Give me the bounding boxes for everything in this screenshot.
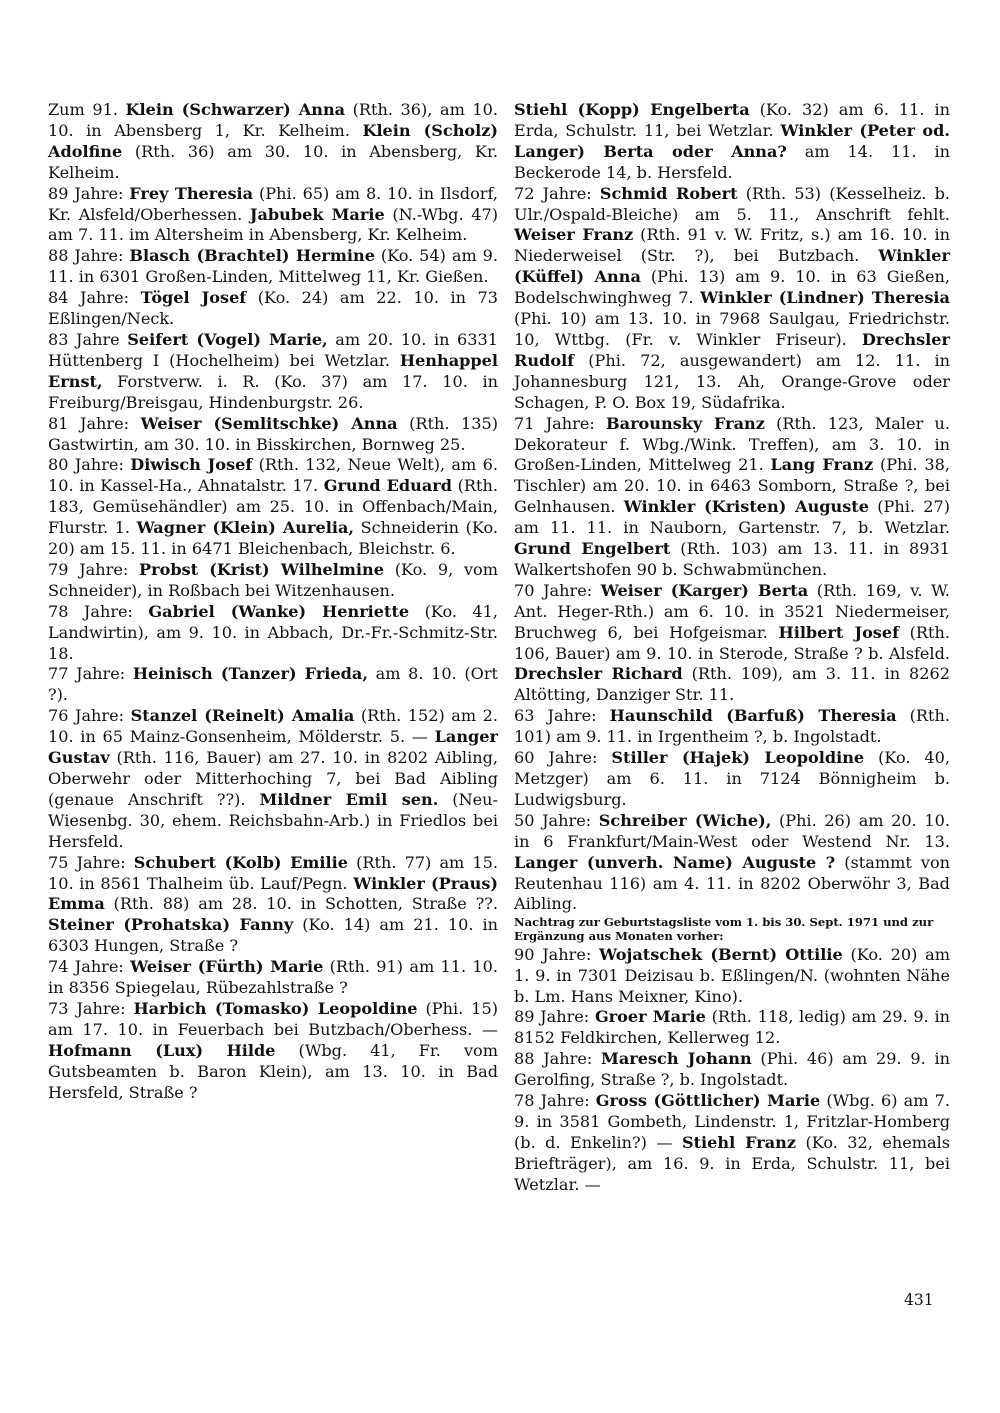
person-name: Winkler (Praus) Emma — [48, 873, 498, 914]
person-name: Grund Eduard — [323, 476, 453, 496]
person-name: Stanzel (Reinelt) Amalia — [130, 706, 355, 726]
entry-text: (Ko. 54) am 9. 11. in 6301 Großen-Linden, Mittelweg 11, Kr. Gießen. — [48, 246, 498, 287]
entry-text: (Rth. 91 v. W. Fritz, s.) am 16. 10. in Niederweisel (Str. ?), bei Butzbach. — [514, 225, 951, 266]
entry-text: (Rth. 106, Bauer) am 9. 10. in Sterode, Straße ? b. Alsfeld. — [514, 622, 950, 663]
person-name: Weiser (Fürth) Marie — [130, 957, 324, 977]
person-name: Blasch (Brachtel) Hermine — [129, 246, 375, 266]
birthday-entry — [514, 1007, 950, 1049]
entry-text: 84 Jahre: — [48, 288, 141, 308]
entry-text: (Rth. 183, Gemüsehändler) am 25. 10. in Offenbach/Main, Flurstr. 1. — [48, 476, 498, 538]
entry-text: 70 Jahre: — [514, 580, 601, 600]
person-name: Frey Theresia — [129, 183, 254, 203]
person-name: Probst (Krist) Wilhelmine — [139, 559, 384, 579]
person-name: Weiser (Semlitschke) Anna — [140, 413, 398, 433]
entry-text: 89 Jahre: — [48, 183, 130, 203]
entry-text: (Rth. 123, Maler u. Dekorateur f. Wbg./Wink. Treffen), am 3. 10. in Großen-Linden, Mittelweg 21. — [514, 413, 951, 475]
entry-text: am 14. 11. in Beckerode 14, b. Hersfeld. — [514, 141, 950, 182]
birthday-entry — [514, 1049, 950, 1091]
person-name: Weiser Franz — [514, 225, 634, 245]
birthday-entry — [514, 748, 950, 811]
entry-text: 77 Jahre: — [48, 664, 133, 684]
person-name: Stiller (Hajek) Leopoldine — [611, 748, 865, 768]
person-name: Stiehl Franz — [681, 1132, 796, 1152]
entry-text: (Rth. 152) am 2. 10. in 65 Mainz-Gonsenheim, Mölderstr. 5. — — [48, 706, 498, 747]
person-name: Hofmann (Lux) Hilde — [48, 1040, 276, 1060]
entry-text: (Phi. 72, ausgewandert) am 12. 11. in Johannesburg 121, 13. Ah, Orange-Grove oder Schagen, P. O. Box 19, Südafrika. — [514, 350, 950, 412]
right-column — [514, 100, 950, 1196]
person-name: Klein (Scholz) Adolfine — [48, 120, 498, 161]
entry-text: (Rth. 36) am 30. 10. in Abensberg, Kr. Kelheim. — [48, 141, 498, 182]
entry-text: (Rth. 103) am 13. 11. in 8931 Walkertshofen 90 b. Schwabmünchen. — [514, 539, 950, 579]
entry-text: 63 Jahre: — [514, 706, 610, 726]
birthday-entry — [48, 414, 498, 456]
birthday-entry — [48, 100, 498, 184]
birthday-entry — [514, 581, 950, 706]
entry-text: 88 Jahre: — [514, 1049, 602, 1069]
entry-text: 76 Jahre: — [48, 706, 131, 726]
entry-text: Schneiderin (Ko. 20) am 15. 11. in 6471 Bleichenbach, Bleichstr. 6. — [48, 518, 498, 559]
entry-text: (Rth. 135) Gastwirtin, am 30. 10. in Bisskirchen, Bornweg 25. — [48, 413, 498, 454]
person-name: Drechsler Richard — [514, 664, 683, 684]
entry-text: (Rth. 116, Bauer) am 27. 10. in 8202 Aibling, Oberwehr oder Mitterhoching 7, bei Bad Aibling (genaue Anschrift ??). — [48, 748, 498, 809]
entry-text: (Phi. 10) am 13. 10. in 7968 Saulgau, Friedrichstr. 10, Wttbg. (Fr. v. Winkler Friseur). — [514, 309, 950, 349]
birthday-entry — [514, 184, 950, 414]
entry-text: 73 Jahre: — [48, 998, 134, 1018]
person-name: Grund Engelbert — [514, 539, 671, 559]
page-number: 431 — [904, 1291, 934, 1309]
entry-text: Zum 91. — [48, 100, 126, 119]
right-column-top — [514, 100, 950, 915]
person-name: Wojatschek (Bernt) Ottilie — [599, 944, 843, 964]
person-name: Wagner (Klein) Aurelia, — [136, 518, 355, 538]
entry-text: (Ko. 24) am 22. 10. in 73 Eßlingen/Neck. — [48, 288, 498, 329]
entry-text: (Rth. 169, v. W. Ant. Heger-Rth.) am 6. 10. in 3521 Niedermeiser, Bruchweg 6, bei Hofgeismar. — [514, 580, 950, 642]
entry-text: (Rth. 91) am 11. 10. in 8356 Spiegelau, Rübezahlstraße ? — [48, 957, 498, 998]
entry-text: 83 Jahre — [48, 329, 128, 349]
person-name: Gross (Göttlicher) Marie — [595, 1091, 821, 1111]
birthday-entry — [48, 706, 498, 852]
entry-text: Forstverw. i. R. (Ko. 37) am 17. 10. in Freiburg/Breisgau, Hindenburgstr. 26. — [48, 371, 498, 412]
entry-text: (Ko. 14) am 21. 10. in 6303 Hungen, Straße ? — [48, 915, 498, 956]
person-name: Schmid Robert — [599, 183, 738, 203]
birthday-entry — [48, 999, 498, 1104]
birthday-entry — [48, 602, 498, 665]
person-name: Haunschild (Barfuß) Theresia — [609, 706, 897, 726]
entry-text: 90 Jahre: — [514, 944, 600, 964]
entry-text: (Rth. 132, Neue Welt), am 6. 10. in Kassel-Ha., Ahnatalstr. 17. — [48, 455, 498, 496]
entry-text: (Ko. 32, ehemals Briefträger), am 16. 9. in Erda, Schulstr. 11, bei Wetzlar. — — [514, 1132, 950, 1194]
entry-text: (Rth. 118, ledig) am 29. 9. in 8152 Feldkirchen, Kellerweg 12. — [514, 1007, 950, 1048]
entry-text: (Phi. 46) am 29. 9. in Gerolfing, Straße ?, b. Ingolstadt. — [514, 1049, 950, 1090]
entry-text: (Phi. 65) am 8. 10. in Ilsdorf, Kr. Alsfeld/Oberhessen. — [48, 183, 498, 224]
person-name: Hilbert Josef — [778, 622, 900, 642]
entry-text: (Rth. 109), am 3. 11. in 8262 Altötting, Danziger Str. 11. — [514, 664, 950, 705]
left-column — [48, 100, 498, 1104]
entry-text: 72 Jahre: — [514, 183, 600, 203]
birthday-entry — [514, 945, 950, 1008]
entry-text: (stammt von Reutenhau 116) am 4. 11. in 8202 Oberwöhr 3, Bad Aibling. — [514, 852, 950, 914]
entry-text: (Rth. 101) am 9. 11. in Irgentheim ?, b. Ingolstadt. — [514, 706, 950, 747]
entry-text: 88 Jahre: — [48, 246, 130, 266]
person-name: Groer Marie — [594, 1007, 706, 1027]
person-name: Lang Franz — [770, 455, 874, 475]
person-name: Weiser (Karger) Berta — [600, 580, 809, 600]
person-name: Langer Gustav — [48, 727, 498, 768]
nachtrag-note: Nachtrag zur Geburtstagsliste vom 1. bis 30. Sept. 1971 und zur Ergänzung aus Monaten vorher: — [514, 915, 934, 943]
person-name: Langer (unverh. Name) Auguste ? — [514, 852, 836, 872]
person-name: Jabubek Marie — [249, 204, 385, 224]
person-name: Mildner Emil sen. — [259, 789, 439, 809]
entry-text: am 20. 10. in 6331 Hüttenberg I (Hochelheim) bei Wetzlar. — [48, 329, 499, 370]
entry-text: (Rth. 36), am 10. 10. in Abensberg 1, Kr. Kelheim. — [48, 100, 498, 140]
person-name: Drechsler Rudolf — [514, 329, 950, 370]
birthday-entry — [514, 414, 950, 581]
person-name: Winkler (Peter od. Langer) Berta oder Anna? — [514, 120, 951, 161]
entry-text: (Phi. 15) am 17. 10. in Feuerbach bei Butzbach/Oberhess. — — [48, 998, 498, 1039]
entry-text: 89 Jahre: — [514, 1007, 595, 1027]
entry-text: 81 Jahre: — [48, 413, 141, 433]
birthday-entry — [48, 246, 498, 288]
entry-text: (Wbg. 6) am 7. 9. in 3581 Gombeth, Lindenstr. 1, Fritzlar-Homberg (b. d. Enkelin?) — — [514, 1091, 951, 1152]
person-name: Schreiber (Wiche), — [598, 810, 772, 830]
entry-text: (Ko. 9, vom Schneider), in Roßbach bei Witzenhausen. — [48, 559, 499, 600]
entry-text: (Phi. 27) am 11. 11. in Nauborn, Gartenstr. 7, b. Wetzlar. — [514, 497, 950, 538]
birthday-entry — [48, 853, 498, 958]
birthday-entry — [48, 560, 498, 602]
person-name: Steiner (Prohatska) Fanny — [48, 915, 294, 935]
birthday-entry — [48, 957, 498, 999]
birthday-entry — [48, 455, 498, 560]
person-name: Stiehl (Kopp) Engelberta — [514, 100, 750, 119]
birthday-entry — [514, 1091, 950, 1196]
person-name: Schubert (Kolb) Emilie — [133, 852, 349, 872]
entry-text: 71 Jahre: — [514, 413, 607, 433]
person-name: Gabriel (Wanke) Henriette — [148, 601, 410, 621]
person-name: Winkler (Küffel) Anna — [514, 246, 950, 287]
person-name: Heinisch (Tanzer) Frieda, — [132, 664, 368, 684]
entry-text: 79 Jahre: — [48, 559, 140, 579]
person-name: Henhappel Ernst, — [48, 350, 498, 391]
entry-text: (Phi. 38, Tischler) am 20. 10. in 6463 Somborn, Straße ?, bei Gelnhausen. — [514, 455, 950, 517]
right-column-bottom — [514, 945, 950, 1196]
person-name: Tögel Josef — [140, 288, 247, 308]
birthday-entry — [48, 330, 498, 414]
birthday-entry — [48, 664, 498, 706]
entry-text: 50 Jahre: — [514, 810, 599, 830]
entry-text: (Phi. 13) am 9. 10. in 63 Gießen, Bodelschwinghweg 7. — [514, 267, 950, 308]
birthday-entry — [514, 811, 950, 916]
person-name: Maresch Johann — [601, 1049, 752, 1069]
entry-text: am 8. 10. (Ort ?). — [48, 664, 498, 705]
entry-text: (Ko. 41, Landwirtin), am 9. 10. in Abbach, Dr.-Fr.-Schmitz-Str. 18. — [48, 601, 498, 663]
entry-text: 74 Jahre: — [48, 957, 131, 977]
entry-text: (Rth. 77) am 15. 10. in 8561 Thalheim üb. Lauf/Pegn. — [48, 852, 498, 893]
entry-text: 75 Jahre: — [48, 852, 134, 872]
entry-text: (Wbg. 41, Fr. vom Gutsbeamten b. Baron Klein), am 13. 10. in Bad Hersfeld, Straße ? — [48, 1040, 498, 1102]
birthday-entry — [48, 184, 498, 247]
person-name: Diwisch Josef — [130, 455, 253, 475]
birthday-entry — [514, 706, 950, 748]
entry-text: (Rth. 53) (Kesselheiz. b. Ulr./Ospald-Bleiche) am 5. 11., Anschrift fehlt. — [514, 183, 950, 224]
entry-text: 78 Jahre: — [48, 601, 149, 621]
person-name: Harbich (Tomasko) Leopoldine — [133, 998, 418, 1018]
entry-text: (N.-Wbg. 47) am 7. 11. im Altersheim in Abensberg, Kr. Kelheim. — [48, 204, 498, 245]
entry-text: 78 Jahre: — [514, 1091, 596, 1111]
birthday-entry — [48, 288, 498, 330]
entry-text: 60 Jahre: — [514, 748, 612, 768]
entry-text: (Phi. 26) am 20. 10. in 6 Frankfurt/Main-West oder Westend Nr. 13. — [514, 810, 951, 851]
entry-text: (Ko. 40, Metzger) am 6. 11. in 7124 Bönnigheim b. Ludwigsburg. — [514, 748, 950, 809]
person-name: Seifert (Vogel) Marie, — [127, 329, 328, 349]
entry-text: (Rth. 88) am 28. 10. in Schotten, Straße ??. — [104, 894, 498, 914]
person-name: Winkler (Kristen) Auguste — [623, 497, 869, 517]
entry-text: (Neu-Wiesenbg. 30, ehem. Reichsbahn-Arb.) in Friedlos bei Hersfeld. — [48, 789, 498, 851]
entry-text: (Ko. 32) am 6. 11. in Erda, Schulstr. 11, bei Wetzlar. — [514, 100, 950, 140]
person-name: Klein (Schwarzer) Anna — [125, 100, 346, 119]
entry-text: 80 Jahre: — [48, 455, 131, 475]
person-name: Winkler (Lindner) Theresia — [700, 288, 950, 308]
birthday-entry — [514, 100, 950, 184]
person-name: Barounsky Franz — [606, 413, 765, 433]
entry-text: (Ko. 20) am 1. 9. in 7301 Deizisau b. Eßlingen/N. (wohnten Nähe b. Lm. Hans Meixner, Kino). — [514, 944, 950, 1006]
